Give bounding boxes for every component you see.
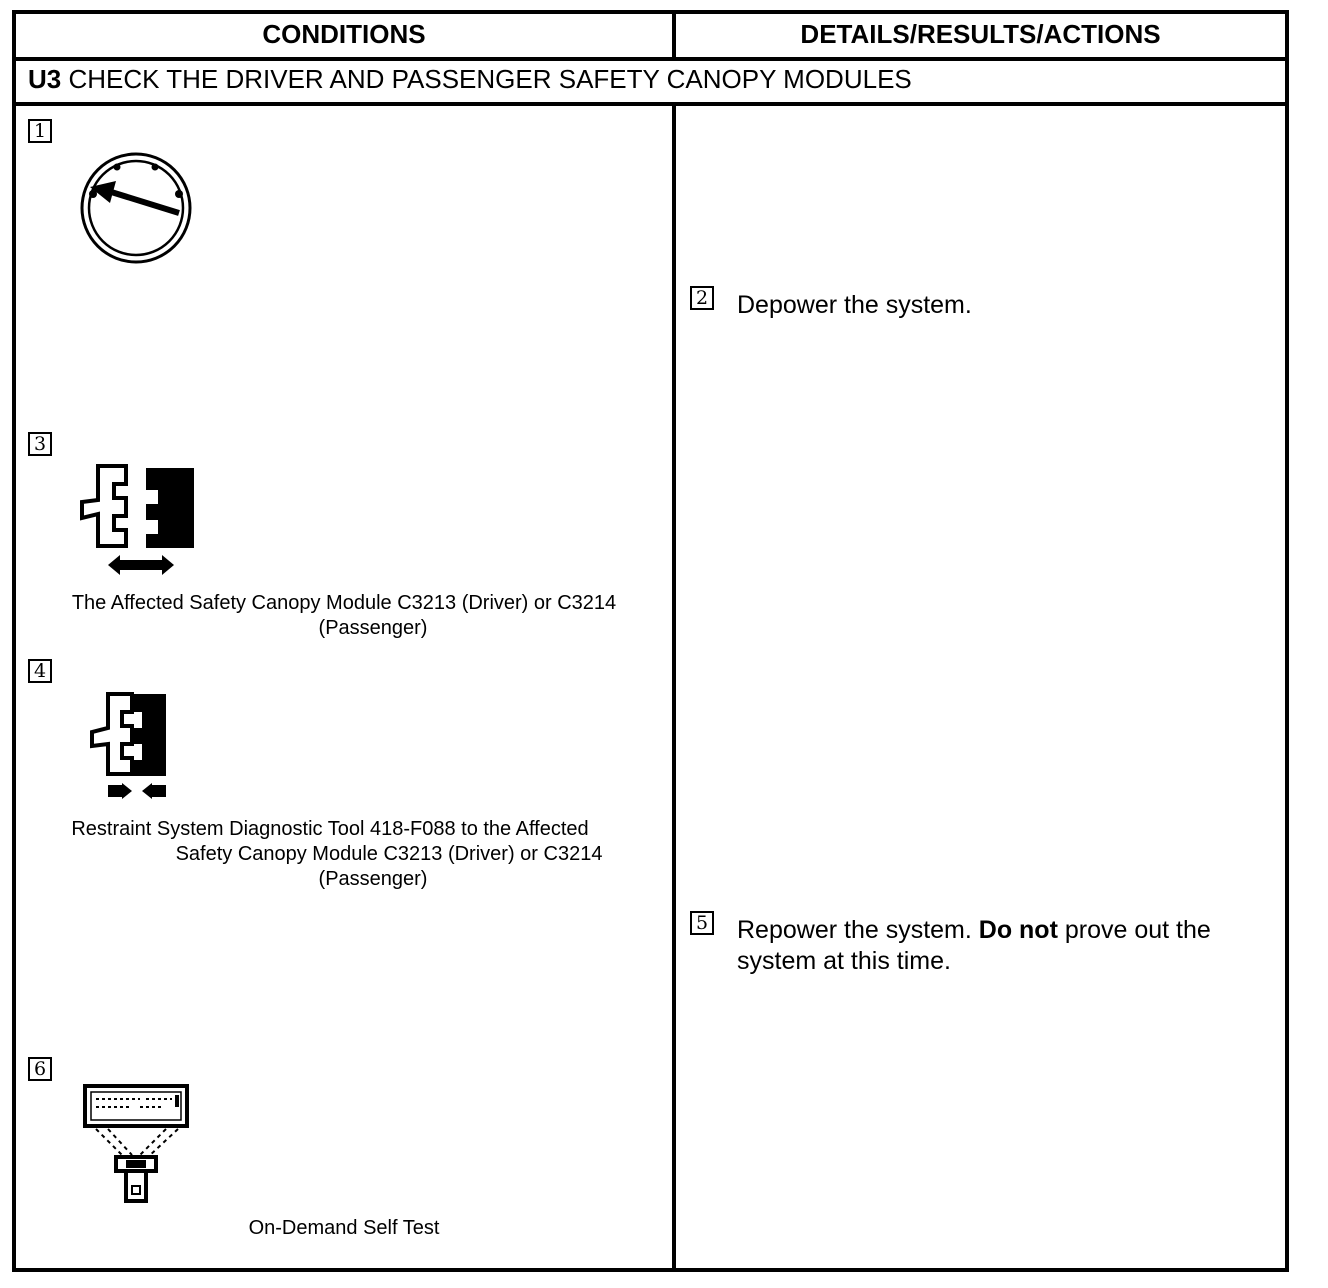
title-divider <box>12 102 1289 106</box>
connector-disconnect-icon <box>78 462 196 578</box>
test-step-id: U3 <box>28 64 62 94</box>
step-6-caption: On-Demand Self Test <box>248 1217 440 1239</box>
step-5-action <box>737 915 1282 977</box>
step-4-caption <box>16 817 672 892</box>
step-3-caption <box>16 591 672 641</box>
step-6-number: 6 <box>28 1057 52 1081</box>
header-divider <box>12 57 1289 61</box>
step-2-action: Depower the system. <box>737 291 972 319</box>
ignition-key-off-icon <box>76 150 198 270</box>
step-4-caption-line-2: Safety Canopy Module C3213 (Driver) or C3214 <box>175 843 603 865</box>
header-conditions: CONDITIONS <box>262 19 426 49</box>
step-2-number: 2 <box>690 286 714 310</box>
step-4-caption-line-1: Restraint System Diagnostic Tool 418-F088 to the Affected <box>71 818 589 840</box>
body-column-divider <box>672 104 676 1272</box>
step-1-number: 1 <box>28 119 52 143</box>
step-4-number: 4 <box>28 659 52 683</box>
header-details: DETAILS/RESULTS/ACTIONS <box>800 19 1161 49</box>
step-3-caption-line-1: The Affected Safety Canopy Module C3213 (Driver) or C3214 <box>71 592 617 614</box>
scan-tool-icon <box>82 1083 192 1207</box>
step-5-text-bold: Do not <box>978 916 1058 944</box>
step-5-text-part-2: prove out the <box>1057 916 1211 944</box>
test-step-title-text: CHECK THE DRIVER AND PASSENGER SAFETY CANOPY MODULES <box>68 64 912 94</box>
step-5-text-line-2: system at this time. <box>737 947 951 975</box>
step-3-caption-line-2: (Passenger) <box>318 617 428 639</box>
connector-connect-icon <box>88 690 174 806</box>
step-3-number: 3 <box>28 432 52 456</box>
step-5-number: 5 <box>690 911 714 935</box>
test-table <box>12 10 1289 1272</box>
step-4-caption-line-3: (Passenger) <box>318 868 428 890</box>
test-step-title <box>28 64 912 95</box>
step-5-text-part-1: Repower the system. <box>737 916 979 944</box>
